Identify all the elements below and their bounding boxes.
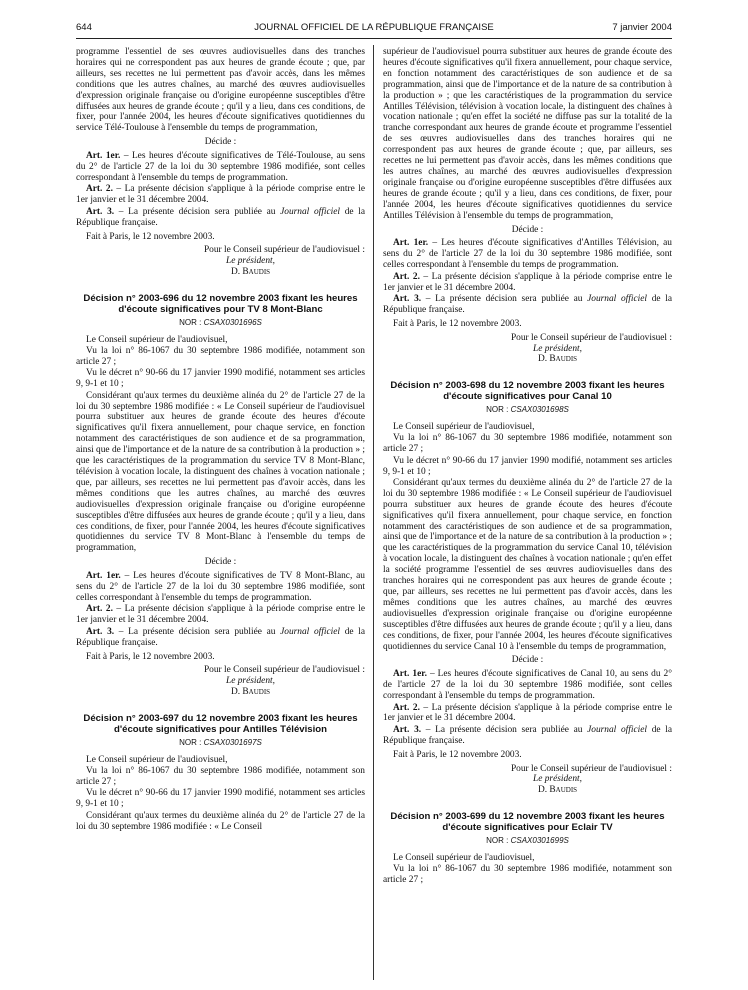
article bbox=[76, 184, 365, 206]
paragraph: Vu la loi n° 86-1067 du 30 septembre 1986 modifiée, notamment son article 27 ; bbox=[383, 433, 672, 455]
decision-title: Décision n° 2003-699 du 12 novembre 2003 fixant les heures d'écoute significatives pour Eclair TV bbox=[390, 811, 665, 834]
right-column bbox=[383, 47, 672, 887]
paragraph: Le Conseil supérieur de l'audiovisuel, bbox=[393, 852, 535, 863]
article-label: Art. 2. bbox=[393, 702, 420, 713]
article-label: Art. 3. bbox=[86, 626, 115, 637]
signature-title: Le président, bbox=[226, 676, 275, 687]
paragraph: supérieur de l'audiovisuel pourra substituer aux heures de grande écoute des heures d'écoute significatives qu'il fixera annuellement, pour chaque service, en fonction notamment des caractéristiques de son audience et de sa programmation, ainsi que de l'importance et de la nature de sa contribution à la production » ; que les caractéristiques de la programmation du service Antilles Télévision, télévision à vocation locale, la distinguent des chaînes à vocation nationale ; qu'en effet la société ne diffuse pas sur la totalité de la tranche correspondant aux heures de grande écoute et programme l'essentiel de ses œuvres audiovisuelles dans des tranches horaires qui ne correspondent pas aux heures de grande écoute ; que, par ailleurs, ses recettes ne lui permettent pas d'avoir accès, dans les mêmes conditions que les autres chaînes, au marché des œuvres audiovisuelles d'expression originale française ou d'origine européenne susceptibles d'être diffusées aux heures de grande écoute ; qu'il y a lieu, dans ces conditions, de fixer, pour l'année 2004, les heures d'écoute significatives quotidiennes du service Antilles Télévision à l'ensemble du temps de programmation, bbox=[383, 47, 672, 221]
signature-name: D. Baudis bbox=[537, 785, 578, 796]
article bbox=[383, 272, 672, 294]
signature-line: Pour le Conseil supérieur de l'audiovisuel : bbox=[510, 763, 672, 774]
nor-reference bbox=[383, 405, 672, 416]
article bbox=[76, 151, 365, 184]
article-text: – Les heures d'écoute significatives d'Antilles Télévision, au sens du 2° de l'article 27 de la loi du 30 septembre 1986 modifiée, sont celles correspondant à l'ensemble du temps de programmation. bbox=[383, 238, 672, 271]
paragraph: Vu la loi n° 86-1067 du 30 septembre 1986 modifiée, notamment son article 27 ; bbox=[383, 864, 672, 886]
paragraph: Vu le décret n° 90-66 du 17 janvier 1990 modifié, notamment ses articles 9, 9-1 et 10 ; bbox=[76, 368, 365, 390]
nor-code: CSAX0301697S bbox=[203, 737, 262, 747]
decision-title: Décision n° 2003-698 du 12 novembre 2003 fixant les heures d'écoute significatives pour Canal 10 bbox=[390, 380, 665, 403]
article-label: Art. 1er. bbox=[393, 669, 427, 680]
article bbox=[76, 627, 365, 649]
decide-heading: Décide : bbox=[204, 557, 237, 568]
paragraph: Considérant qu'aux termes du deuxième alinéa du 2° de l'article 27 de la loi du 30 septembre 1986 modifiée : « Le Conseil supérieur de l'audiovisuel pourra substituer aux heures de grande écoute des heures d'écoute significatives qu'il fixera annuellement, pour chaque service, en fonction notamment des caractéristiques de son audience et de sa programmation, ainsi que de l'importance et de la nature de sa contribution à la production » ; que les caractéristiques de la programmation du service TV 8 Mont-Blanc, télévision à vocation locale, la distinguent des chaînes à vocation nationale ; que, par ailleurs, ses recettes ne lui permettent pas d'avoir accès, dans les mêmes conditions que les autres chaînes, au marché des œuvres audiovisuelles d'expression originale française ou d'origine européenne susceptibles d'être diffusées aux heures de grande écoute ; qu'il y a lieu, dans ces conditions, de fixer, pour l'année 2004, les heures d'écoute significatives quotidiennes du service TV 8 Mont-Blanc à l'ensemble du temps de programmation, bbox=[76, 390, 365, 554]
paragraph: Le Conseil supérieur de l'audiovisuel, bbox=[393, 421, 535, 432]
article-label: Art. 1er. bbox=[86, 571, 121, 582]
article-label: Art. 1er. bbox=[86, 151, 121, 162]
nor-reference bbox=[383, 836, 672, 847]
decide-heading: Décide : bbox=[204, 137, 237, 148]
journal-ref: Journal officiel bbox=[280, 206, 341, 217]
nor-label: NOR : bbox=[486, 404, 511, 414]
paragraph: Vu le décret n° 90-66 du 17 janvier 1990 modifié, notamment ses articles 9, 9-1 et 10 ; bbox=[76, 788, 365, 810]
paragraph: Vu la loi n° 86-1067 du 30 septembre 1986 modifiée, notamment son article 27 ; bbox=[76, 346, 365, 367]
article-text: – La présente décision s'applique à la période comprise entre le 1er janvier et le 31 décembre 2004. bbox=[76, 184, 365, 206]
article-text: – Les heures d'écoute significatives de Canal 10, au sens du 2° de l'article 27 de la loi du 30 septembre 1986 modifiée, sont celles correspondant à l'ensemble du temps de programmation. bbox=[383, 669, 672, 702]
signature-name: D. Baudis bbox=[537, 354, 578, 365]
nor-code: CSAX0301699S bbox=[510, 835, 569, 845]
signature-name: D. Baudis bbox=[230, 267, 271, 278]
column-separator bbox=[373, 45, 374, 980]
paragraph: Le Conseil supérieur de l'audiovisuel, bbox=[86, 754, 228, 765]
decision-title: Décision n° 2003-696 du 12 novembre 2003 fixant les heures d'écoute significatives pour TV 8 Mont-Blanc bbox=[83, 293, 358, 315]
article bbox=[76, 604, 365, 626]
journal-title: JOURNAL OFFICIEL DE LA RÉPUBLIQUE FRANÇAISE bbox=[254, 22, 494, 33]
article-text: – Les heures d'écoute significatives de TV 8 Mont-Blanc, au sens du 2° de l'article 27 de la loi du 30 septembre 1986 modifiée, sont celles correspondant à l'ensemble du temps de programmation. bbox=[76, 571, 365, 603]
paragraph: Vu la loi n° 86-1067 du 30 septembre 1986 modifiée, notamment son article 27 ; bbox=[76, 766, 365, 787]
nor-label: NOR : bbox=[179, 317, 204, 327]
nor-label: NOR : bbox=[179, 737, 204, 747]
signature-title: Le président, bbox=[533, 343, 582, 354]
article-label: Art. 1er. bbox=[393, 238, 429, 249]
nor-code: CSAX0301698S bbox=[510, 404, 569, 414]
article-text: – La présente décision sera publiée au bbox=[114, 206, 281, 217]
paragraph: Considérant qu'aux termes du deuxième alinéa du 2° de l'article 27 de la loi du 30 septembre 1986 modifiée : « Le Conseil bbox=[76, 810, 365, 832]
article bbox=[383, 725, 672, 747]
nor-reference bbox=[76, 318, 365, 329]
article bbox=[383, 669, 672, 702]
article-label: Art. 2. bbox=[86, 604, 113, 615]
article bbox=[383, 703, 672, 725]
article bbox=[383, 238, 672, 271]
signature-line: Pour le Conseil supérieur de l'audiovisuel : bbox=[203, 245, 365, 256]
page-header bbox=[76, 18, 672, 36]
left-column bbox=[76, 47, 365, 833]
article-text: – La présente décision s'applique à la période comprise entre le 1er janvier et le 31 décembre 2004. bbox=[383, 702, 672, 724]
place-date: Fait à Paris, le 12 novembre 2003. bbox=[86, 231, 215, 242]
article-text: de la République française. bbox=[76, 206, 365, 228]
paragraph: programme l'essentiel de ses œuvres audiovisuelles dans des tranches horaires qui ne correspondent pas aux heures de grande écoute ; que, par ailleurs, ses recettes ne lui permettent pas d'avoir accès, dans les mêmes conditions que les autres chaînes, au marché des œuvres audiovisuelles d'expression originale française ou d'origine européenne susceptibles d'être diffusées aux heures de grande écoute ; qu'il y a lieu, dans ces conditions, de fixer, pour l'année 2004, les heures d'écoute significatives quotidiennes du service Télé-Toulouse à l'ensemble du temps de programmation, bbox=[76, 47, 365, 134]
signature-title: Le président, bbox=[226, 256, 275, 267]
place-date: Fait à Paris, le 12 novembre 2003. bbox=[393, 749, 522, 760]
journal-ref: Journal officiel bbox=[587, 293, 648, 304]
nor-reference bbox=[76, 738, 365, 749]
article bbox=[383, 294, 672, 316]
signature-line: Pour le Conseil supérieur de l'audiovisuel : bbox=[510, 332, 672, 343]
article-text: – La présente décision sera publiée au bbox=[421, 724, 588, 735]
journal-ref: Journal officiel bbox=[280, 626, 341, 637]
article-label: Art. 2. bbox=[86, 184, 113, 195]
paragraph: Le Conseil supérieur de l'audiovisuel, bbox=[86, 334, 228, 345]
place-date: Fait à Paris, le 12 novembre 2003. bbox=[393, 318, 522, 329]
article-text: de la République française. bbox=[383, 724, 672, 746]
journal-ref: Journal officiel bbox=[587, 724, 648, 735]
signature-line: Pour le Conseil supérieur de l'audiovisuel : bbox=[203, 665, 365, 676]
article-label: Art. 2. bbox=[393, 271, 420, 282]
nor-code: CSAX0301696S bbox=[203, 317, 262, 327]
decide-heading: Décide : bbox=[511, 224, 544, 235]
place-date: Fait à Paris, le 12 novembre 2003. bbox=[86, 651, 215, 662]
nor-label: NOR : bbox=[486, 835, 511, 845]
article bbox=[76, 571, 365, 604]
decide-heading: Décide : bbox=[511, 655, 544, 666]
article-text: – La présente décision s'applique à la période comprise entre le 1er janvier et le 31 décembre 2004. bbox=[383, 271, 672, 293]
article-text: de la République française. bbox=[76, 626, 365, 648]
article-text: – La présente décision s'applique à la période comprise entre le 1er janvier et le 31 décembre 2004. bbox=[76, 604, 365, 626]
signature-name: D. Baudis bbox=[230, 687, 271, 698]
article-text: – La présente décision sera publiée au bbox=[421, 293, 588, 304]
header-rule bbox=[76, 38, 672, 39]
paragraph: Considérant qu'aux termes du deuxième alinéa du 2° de l'article 27 de la loi du 30 septembre 1986 modifiée : « Le Conseil supérieur de l'audiovisuel pourra substituer aux heures de grande écoute des heures d'écoute significatives qu'il fixera annuellement, pour chaque service, en fonction notamment des caractéristiques de son audience et de sa programmation, ainsi que de l'importance et de la nature de sa contribution à la production » ; que les caractéristiques de la programmation du service Canal 10, télévision à vocation locale, la distinguent des chaînes à vocation nationale ; qu'en effet la société programme l'essentiel de ses œuvres audiovisuelles dans des tranches horaires qui ne correspondent pas aux heures de grande écoute ; que, par ailleurs, ses recettes ne lui permettent pas d'avoir accès, dans les mêmes conditions que les autres chaînes, au marché des œuvres audiovisuelles d'expression originale française ou d'origine européenne susceptibles d'être diffusées aux heures de grande écoute ; qu'il y a lieu, dans ces conditions, de fixer, pour l'année 2004, les heures d'écoute significatives quotidiennes du service Canal 10 à l'ensemble du temps de programmation, bbox=[383, 477, 672, 652]
article-text: – Les heures d'écoute significatives de Télé-Toulouse, au sens du 2° de l'article 27 de la loi du 30 septembre 1986 modifiée, sont celles correspondant à l'ensemble du temps de programmation. bbox=[76, 151, 366, 183]
article-label: Art. 3. bbox=[86, 206, 115, 217]
issue-date: 7 janvier 2004 bbox=[612, 22, 672, 33]
article bbox=[76, 207, 365, 229]
paragraph: Vu le décret n° 90-66 du 17 janvier 1990 modifié, notamment ses articles 9, 9-1 et 10 ; bbox=[383, 455, 672, 477]
article-label: Art. 3. bbox=[393, 724, 422, 735]
signature-title: Le président, bbox=[533, 774, 582, 785]
page-number: 644 bbox=[76, 22, 92, 33]
article-label: Art. 3. bbox=[393, 293, 422, 304]
decision-title: Décision n° 2003-697 du 12 novembre 2003 fixant les heures d'écoute significatives pour Antilles Télévision bbox=[83, 713, 358, 735]
article-text: de la République française. bbox=[383, 293, 672, 315]
article-text: – La présente décision sera publiée au bbox=[114, 626, 281, 637]
